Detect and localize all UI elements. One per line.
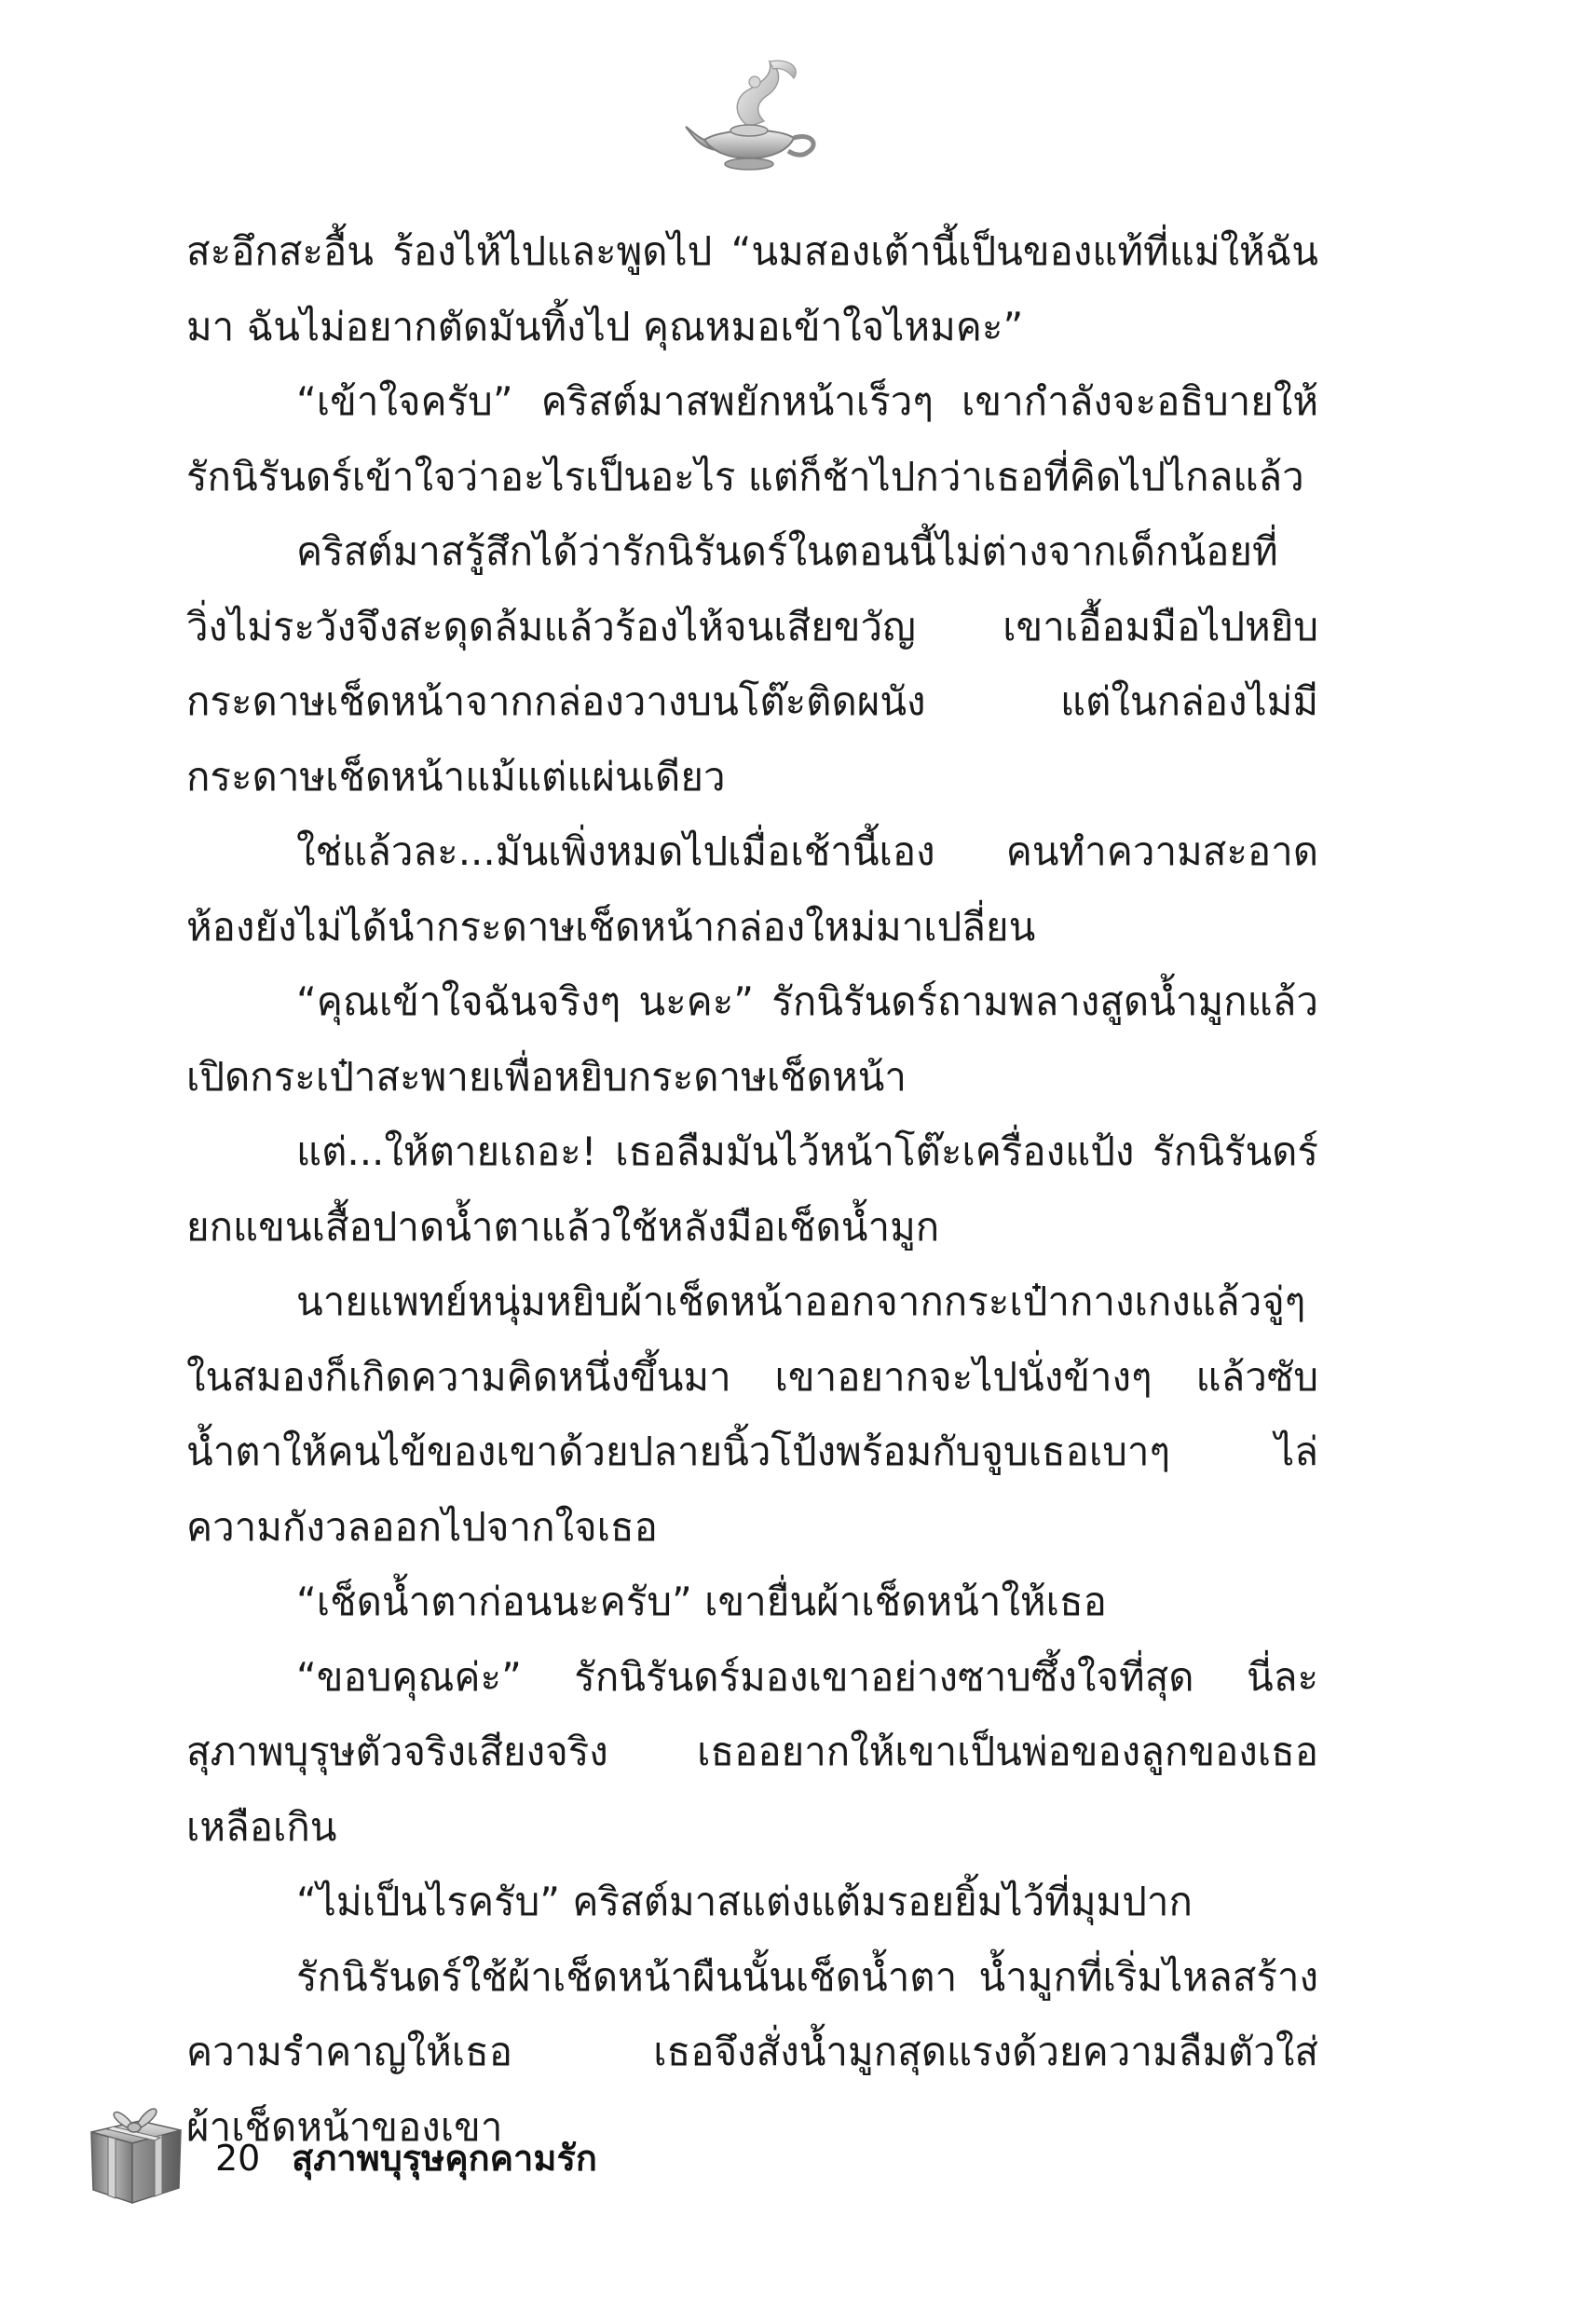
body-text [186,214,1318,2165]
book-title: สุภาพบุรุษคุกคามรัก [292,2138,597,2179]
paragraph: “เข้าใจครับ” คริสต์มาสพยักหน้าเร็วๆ เขากำลังจะอธิบายให้รักนิรันดร์เข้าใจว่าอะไรเป็นอะไร แต่ก็ช้าไปกว่าเธอที่คิดไปไกลแล้ว [186,378,1318,499]
paragraph: “ขอบคุณค่ะ” รักนิรันดร์มองเขาอย่างซาบซึ้งใจที่สุด นี่ละสุภาพบุรุษตัวจริงเสียงจริง เธออยากให้เขาเป็นพ่อของลูกของเธอเหลือเกิน [186,1653,1318,1850]
paragraph: คริสต์มาสรู้สึกได้ว่ารักนิรันดร์ในตอนนี้ไม่ต่างจากเด็กน้อยที่วิ่งไม่ระวังจึงสะดุดล้มแล้วร้องไห้จนเสียขวัญ เขาเอื้อมมือไปหยิบกระดาษเช็ดหน้าจากกล่องวางบนโต๊ะติดผนัง แต่ในกล่องไม่มีกระดาษเช็ดหน้าแม้แต่แผ่นเดียว [186,528,1318,800]
paragraph: แต่...ให้ตายเถอะ! เธอลืมมันไว้หน้าโต๊ะเครื่องแป้ง รักนิรันดร์ยกแขนเสื้อปาดน้ำตาแล้วใช้หลังมือเช็ดน้ำมูก [186,1128,1318,1250]
paragraph: รักนิรันดร์ใช้ผ้าเช็ดหน้าผืนนั้นเช็ดน้ำตา น้ำมูกที่เริ่มไหลสร้างความรำคาญให้เธอ เธอจึงสั่งน้ำมูกสุดแรงด้วยความลืมตัวใส่ผ้าเช็ดหน้าของเขา [186,1953,1318,2150]
magic-lamp-icon [684,54,824,175]
page-number: 20 [215,2138,261,2179]
page-footer [82,2087,921,2208]
paragraph: นายแพทย์หนุ่มหยิบผ้าเช็ดหน้าออกจากกระเป๋ากางเกงแล้วจู่ๆ ในสมองก็เกิดความคิดหนึ่งขึ้นมา เขาอยากจะไปนั่งข้างๆ แล้วซับน้ำตาให้คนไข้ของเขาด้วยปลายนิ้วโป้งพร้อมกับจูบเธอเบาๆ ไล่ความกังวลออกไปจากใจเธอ [186,1279,1318,1550]
paragraph: “ไม่เป็นไรครับ” คริสต์มาสแต่งแต้มรอยยิ้มไว้ที่มุมปาก [296,1879,1193,1924]
paragraph: “คุณเข้าใจฉันจริงๆ นะคะ” รักนิรันดร์ถามพลางสูดน้ำมูกแล้วเปิดกระเป๋าสะพายเพื่อหยิบกระดาษเช็ดหน้า [186,978,1318,1100]
paragraph: ใช่แล้วละ...มันเพิ่งหมดไปเมื่อเช้านี้เอง คนทำความสะอาดห้องยังไม่ได้นำกระดาษเช็ดหน้ากล่องใหม่มาเปลี่ยน [186,828,1318,950]
paragraph: สะอึกสะอื้น ร้องไห้ไปและพูดไป “นมสองเต้านี้เป็นของแท้ที่แม่ให้ฉันมา ฉันไม่อยากตัดมันทิ้งไป คุณหมอเข้าใจไหมคะ” [186,228,1318,349]
gift-box-icon [82,2087,189,2208]
paragraph: “เช็ดน้ำตาก่อนนะครับ” เขายื่นผ้าเช็ดหน้าให้เธอ [296,1579,1107,1624]
